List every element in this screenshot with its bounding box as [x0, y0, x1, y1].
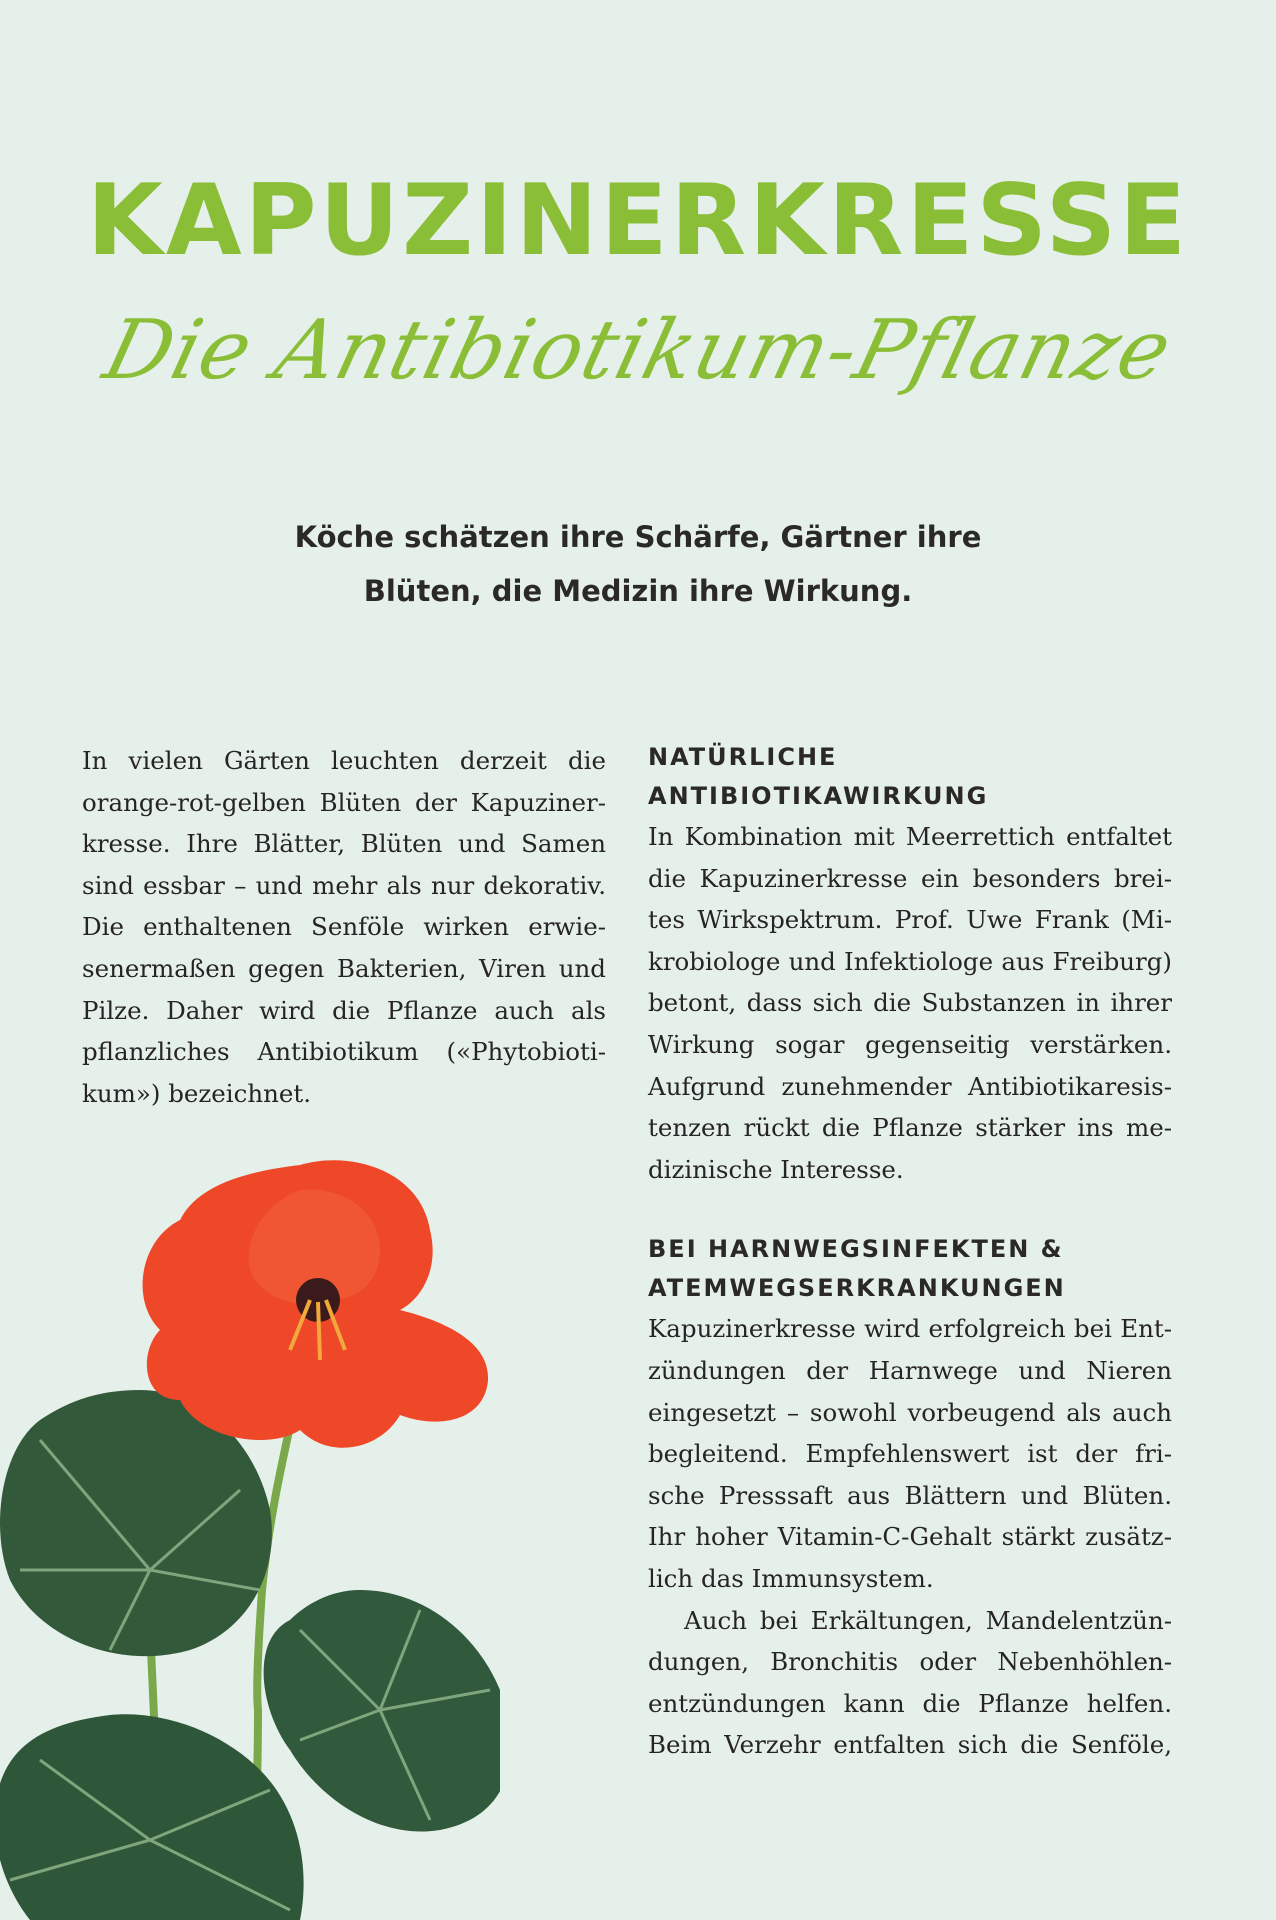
text-line: kum») bezeichnet.	[82, 1078, 312, 1108]
intro-paragraph	[82, 740, 606, 1114]
article-column	[648, 738, 1172, 1766]
text-line: dungen, Bronchitis oder Nebenhöhlen-	[648, 1647, 1172, 1677]
text-line: Wirkung sogar gegenseitig verstärken.	[648, 1029, 1172, 1059]
text-line: kresse. Ihre Blätter, Blüten und Samen	[82, 829, 606, 859]
text-line: orange-rot-gelben Blüten der Kapuziner-	[82, 787, 606, 817]
text-line: pflanzliches Antibiotikum («Phytobioti-	[82, 1037, 606, 1067]
text-line: Die enthaltenen Senföle wirken erwie-	[82, 912, 606, 942]
heading-line: BEI HARNWEGSINFEKTEN &	[648, 1235, 1064, 1264]
text-line: In vielen Gärten leuchten derzeit die	[82, 746, 606, 775]
section-paragraph	[648, 816, 1172, 1190]
text-line: Beim Verzehr entfalten sich die Senföle,	[648, 1730, 1172, 1760]
text-line: krobiologe und Infektiologe aus Freiburg)	[648, 946, 1172, 976]
intro-column	[82, 740, 606, 1114]
lead-line: Köche schätzen ihre Schärfe, Gärtner ihre	[294, 520, 982, 554]
text-line: Auch bei Erkältungen, Mandelentzün-	[684, 1605, 1172, 1635]
text-line: eingesetzt – sowohl vorbeugend als auch	[648, 1397, 1172, 1427]
page-title: KAPUZINERKRESSE	[86, 164, 1190, 278]
text-line: entzündungen kann die Pflanze helfen.	[648, 1688, 1172, 1718]
text-line: lich das Immunsystem.	[648, 1563, 934, 1593]
heading-line: ATEMWEGSERKRANKUNGEN	[648, 1274, 1066, 1303]
text-line: sind essbar – und mehr als nur dekorativ.	[82, 870, 606, 900]
text-line: senermaßen gegen Bakterien, Viren und	[82, 953, 606, 983]
text-line: zündungen der Harnwege und Nieren	[648, 1355, 1172, 1385]
text-line: Aufgrund zunehmender Antibiotikaresis-	[648, 1071, 1172, 1101]
page-subtitle: Die Antibiotikum-Pflanze	[95, 303, 1182, 398]
text-line: sche Presssaft aus Blättern und Blüten.	[648, 1480, 1172, 1510]
section-heading-antibiotika: NATÜRLICHE ANTIBIOTIKAWIRKUNG	[648, 743, 989, 810]
nasturtium-illustration	[0, 1150, 500, 1920]
lead-line: Blüten, die Medizin ihre Wirkung.	[363, 574, 913, 608]
text-line: Pilze. Daher wird die Pflanze auch als	[82, 995, 606, 1025]
text-line: Kapuzinerkresse wird erfolgreich bei Ent-	[648, 1314, 1172, 1344]
text-line: die Kapuzinerkresse ein besonders brei-	[648, 863, 1172, 893]
section-paragraph	[648, 1308, 1172, 1599]
text-line: tes Wirkspektrum. Prof. Uwe Frank (Mi-	[648, 905, 1172, 935]
lead-text	[0, 510, 1276, 618]
section-paragraph	[648, 1600, 1172, 1766]
text-line: In Kombination mit Meerrettich entfaltet	[648, 822, 1172, 851]
flower	[143, 1160, 489, 1448]
text-line: betont, dass sich die Substanzen in ihrer	[648, 988, 1172, 1018]
text-line: begleitend. Empfehlenswert ist der fri-	[648, 1439, 1172, 1469]
text-line: tenzen rückt die Pflanze stärker ins me-	[648, 1113, 1172, 1143]
text-line: dizinische Interesse.	[648, 1154, 904, 1184]
leaf-group	[0, 1390, 500, 1920]
section-heading-harnwege	[648, 1230, 1172, 1308]
text-line: Ihr hoher Vitamin-C-Gehalt stärkt zusätz-	[648, 1522, 1172, 1552]
